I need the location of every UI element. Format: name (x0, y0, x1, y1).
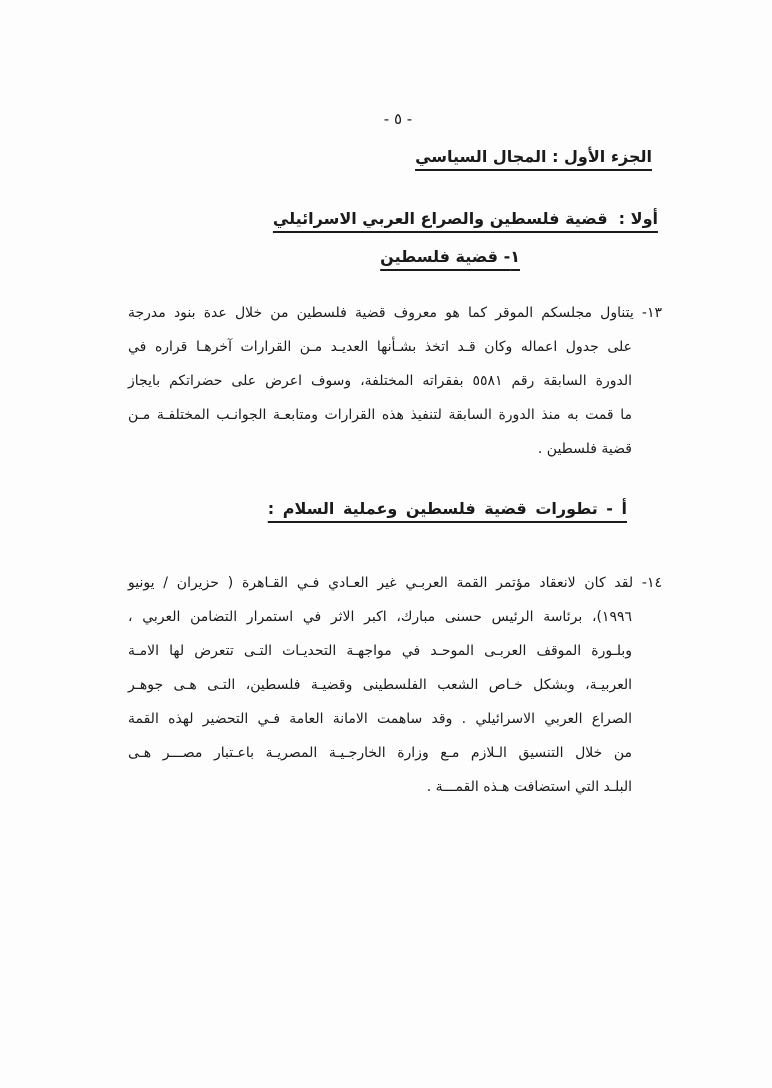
first-topic-heading: أولا : قضية فلسطين والصراع العربي الاسرائيلي (272, 209, 658, 228)
page-number: - ٥ - (383, 110, 413, 128)
text-line: البلـد التي استضافت هـذه القمـــة . (426, 779, 632, 795)
text-line: ١٣- يتناول مجلسكم الموقر كما هو معروف قضية فلسطين من خلال عدة بنود مدرجة (128, 305, 662, 321)
text-line: العربيـة، وبشكل خـاص الشعب الفلسطينى وقضيـة فلسطين، التـى هـى جوهـر (128, 677, 632, 693)
text-line: ما قمت به منذ الدورة السابقة لتنفيذ هذه القرارات ومتابعـة الجوانـب المختلفـة مـن (128, 407, 632, 423)
text-line: وبلـورة الموقف العربـى الموحـد في مواجهـة التحديـات التـى تتعرض لها الامـة (128, 643, 632, 659)
text-line: من خلال التنسيق الـلازم مـع وزارة الخارجـيـة المصريـة باعـتبار مصـــر هـى (128, 745, 632, 761)
palestine-issue-heading: ١- قضية فلسطين (380, 247, 520, 266)
text-line: الدورة السابقة رقم ٥٥٨١ بفقراته المختلفة، وسوف اعرض على حضراتكم بايجاز (128, 373, 632, 389)
part-one-heading: الجزء الأول : المجال السياسي (415, 147, 652, 166)
text-line: ١٩٩٦)، برئاسة الرئيس حسنى مبارك، اكبر الاثر في استمرار التضامن العربي ، (128, 609, 632, 625)
text-line: قضية فلسطين . (537, 441, 632, 457)
text-line: ١٤- لقد كان لانعقاد مؤتمر القمة العربـي غير العـادي فـي القـاهرة ( حزيران / يونيو (128, 575, 662, 591)
text-line: الصراع العربي الاسرائيلي . وقد ساهمت الامانة العامة فـي التحضير لهذه القمة (128, 711, 632, 727)
text-line: على جدول اعماله وكان قـد اتخذ بشـأنها العديـد مـن القرارات آخرهـا قراره في (128, 339, 632, 355)
section-a-heading: أ - تطورات قضية فلسطين وعملية السلام : (267, 499, 627, 518)
paragraph-13 (128, 296, 662, 466)
paragraph-14 (128, 566, 662, 804)
